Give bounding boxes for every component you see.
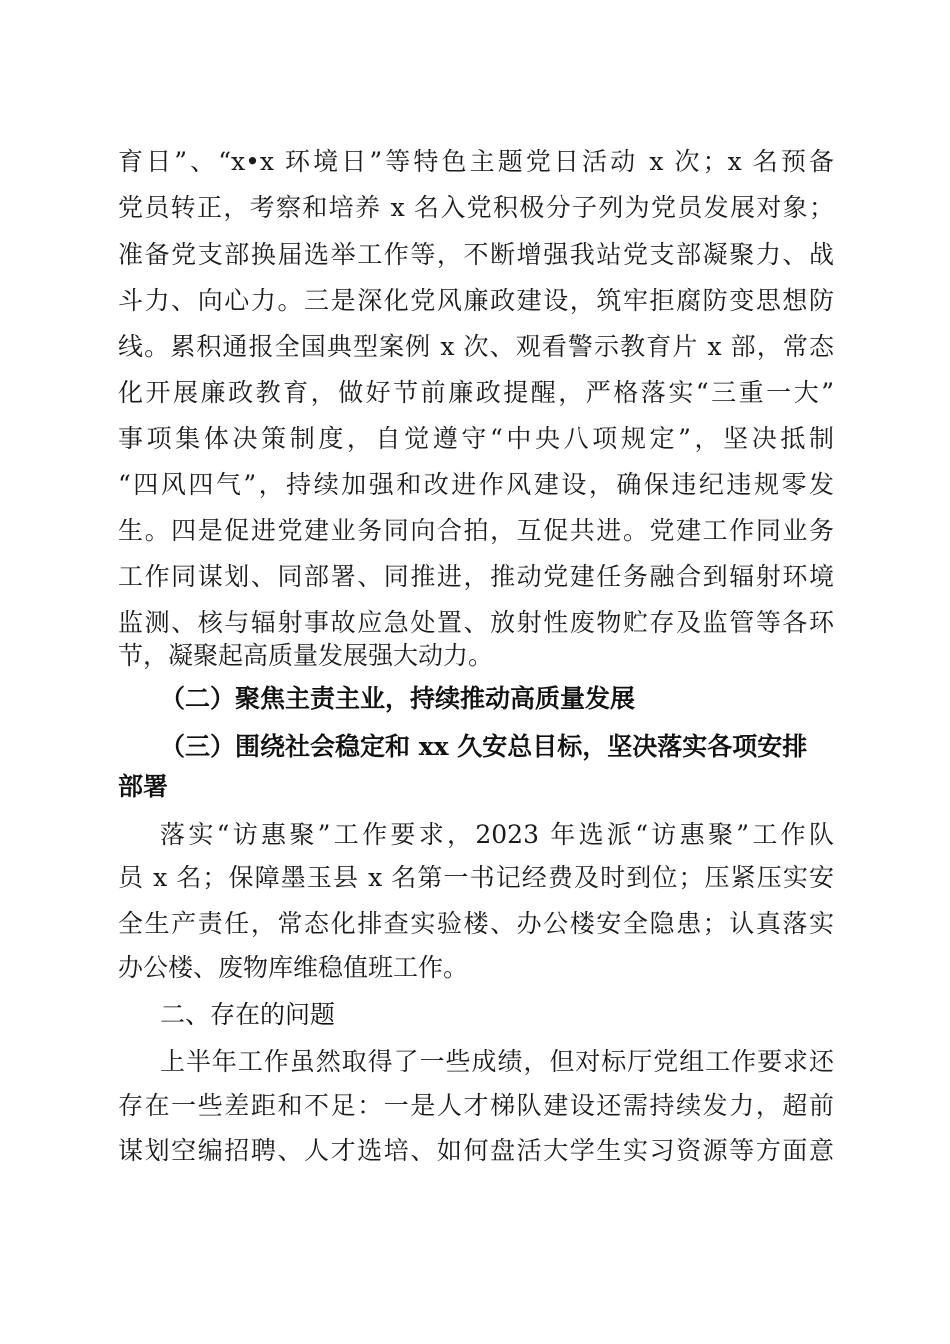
paragraph-line: 斗力、向心力。三是深化党风廉政建设，筑牢拒腐防变思想防 — [118, 286, 834, 315]
subheading-3-line2: 部署 — [118, 772, 169, 801]
paragraph-line: 党员转正，考察和培养 x 名入党积极分子列为党员发展对象； — [118, 193, 834, 222]
subheading-2: （二）聚焦主责主业，持续推动高质量发展 — [160, 684, 636, 713]
paragraph-line: 存在一些差距和不足：一是人才梯队建设还需持续发力，超前 — [118, 1091, 834, 1120]
section-heading: 二、存在的问题 — [160, 1000, 336, 1029]
paragraph-line: 线。累积通报全国典型案例 x 次、观看警示教育片 x 部，常态 — [118, 332, 834, 361]
paragraph-line: 生。四是促进党建业务同向合拍，互促共进。党建工作同业务 — [118, 516, 834, 545]
paragraph-line: 事项集体决策制度，自觉遵守“中央八项规定”，坚决抵制 — [118, 424, 834, 453]
paragraph-line: 员 x 名；保障墨玉县 x 名第一书记经费及时到位；压紧压实安 — [118, 863, 834, 892]
paragraph-line: 上半年工作虽然取得了一些成绩，但对标厅党组工作要求还 — [160, 1047, 834, 1076]
paragraph-line: 育日”、“x•x 环境日”等特色主题党日活动 x 次；x 名预备 — [118, 147, 834, 176]
paragraph-line: 谋划空编招聘、人才选培、如何盘活大学生实习资源等方面意 — [118, 1136, 834, 1165]
paragraph-line: 全生产责任，常态化排查实验楼、办公楼安全隐患；认真落实 — [118, 909, 834, 938]
paragraph-line: 办公楼、废物库维稳值班工作。 — [118, 953, 469, 982]
paragraph-line: 准备党支部换届选举工作等，不断增强我站党支部凝聚力、战 — [118, 240, 834, 269]
paragraph-line: 工作同谋划、同部署、同推进，推动党建任务融合到辐射环境 — [118, 562, 834, 591]
paragraph-line: 监测、核与辐射事故应急处置、放射性废物贮存及监管等各环 — [118, 608, 834, 637]
subheading-3-line1: （三）围绕社会稳定和 xx 久安总目标，坚决落实各项安排 — [160, 732, 808, 761]
paragraph-line: 落实“访惠聚”工作要求，2023 年选派“访惠聚”工作队 — [160, 820, 834, 849]
paragraph-line: 节，凝聚起高质量发展强大动力。 — [118, 641, 494, 670]
paragraph-line: “四风四气”，持续加强和改进作风建设，确保违纪违规零发 — [118, 470, 834, 499]
paragraph-line: 化开展廉政教育，做好节前廉政提醒，严格落实“三重一大” — [118, 378, 834, 407]
